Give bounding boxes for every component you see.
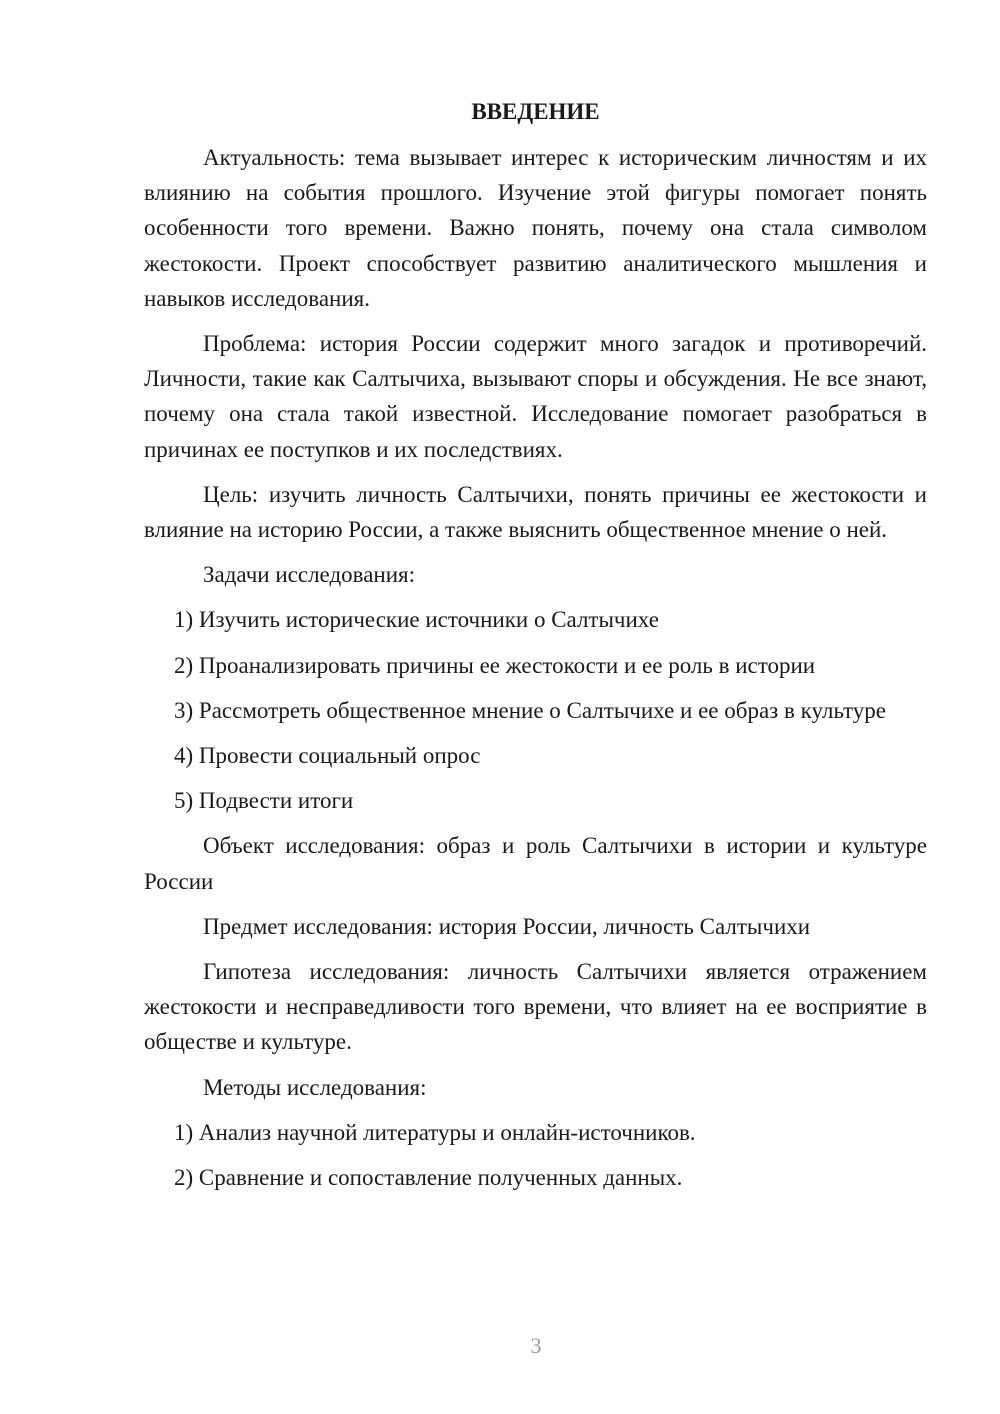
hypothesis-paragraph: Гипотеза исследования: личность Салтычихи является отражением жестокости и несправедливости того времени, что влияет на ее восприятие в обществе и культуре.: [144, 959, 927, 1055]
object-paragraph: Объект исследования: образ и роль Салтычихи в истории и культуре России: [144, 833, 927, 894]
method-item: 1) Анализ научной литературы и онлайн-источников.: [174, 1119, 696, 1145]
page-number: 3: [530, 1333, 542, 1358]
tasks-label: Задачи исследования:: [203, 562, 416, 588]
problem-paragraph: Проблема: история России содержит много загадок и противоречий. Личности, такие как Салтычиха, вызывают споры и обсуждения. Не все знают, почему она стала такой известной. Исследование помогает разобраться в причинах ее поступков и их последствиях.: [144, 331, 927, 462]
subject-paragraph: Предмет исследования: история России, личность Салтычихи: [203, 913, 811, 939]
task-item: 2) Проанализировать причины ее жестокости и ее роль в истории: [174, 652, 816, 678]
task-item: 1) Изучить исторические источники о Салтычихе: [174, 607, 659, 633]
goal-paragraph: Цель: изучить личность Салтычихи, понять причины ее жестокости и влияние на историю России, а также выяснить общественное мнение о ней.: [144, 481, 927, 543]
task-item: 5) Подвести итоги: [174, 788, 354, 814]
document-body: [144, 96, 927, 1205]
methods-label: Методы исследования:: [203, 1074, 427, 1100]
tasks-list: [144, 602, 927, 818]
actuality-paragraph: Актуальность: тема вызывает интерес к историческим личностям и их влиянию на события прошлого. Изучение этой фигуры помогает понять особенности того времени. Важно понять, почему она стала символом жестокости. Проект способствует развитию аналитического мышления и навыков исследования.: [144, 145, 927, 311]
methods-list: [144, 1115, 927, 1195]
task-item: 4) Провести социальный опрос: [174, 743, 481, 769]
method-item: 2) Сравнение и сопоставление полученных данных.: [174, 1165, 683, 1191]
task-item: 3) Рассмотреть общественное мнение о Салтычихе и ее образ в культуре: [174, 697, 887, 723]
section-heading: ВВЕДЕНИЕ: [471, 99, 600, 124]
